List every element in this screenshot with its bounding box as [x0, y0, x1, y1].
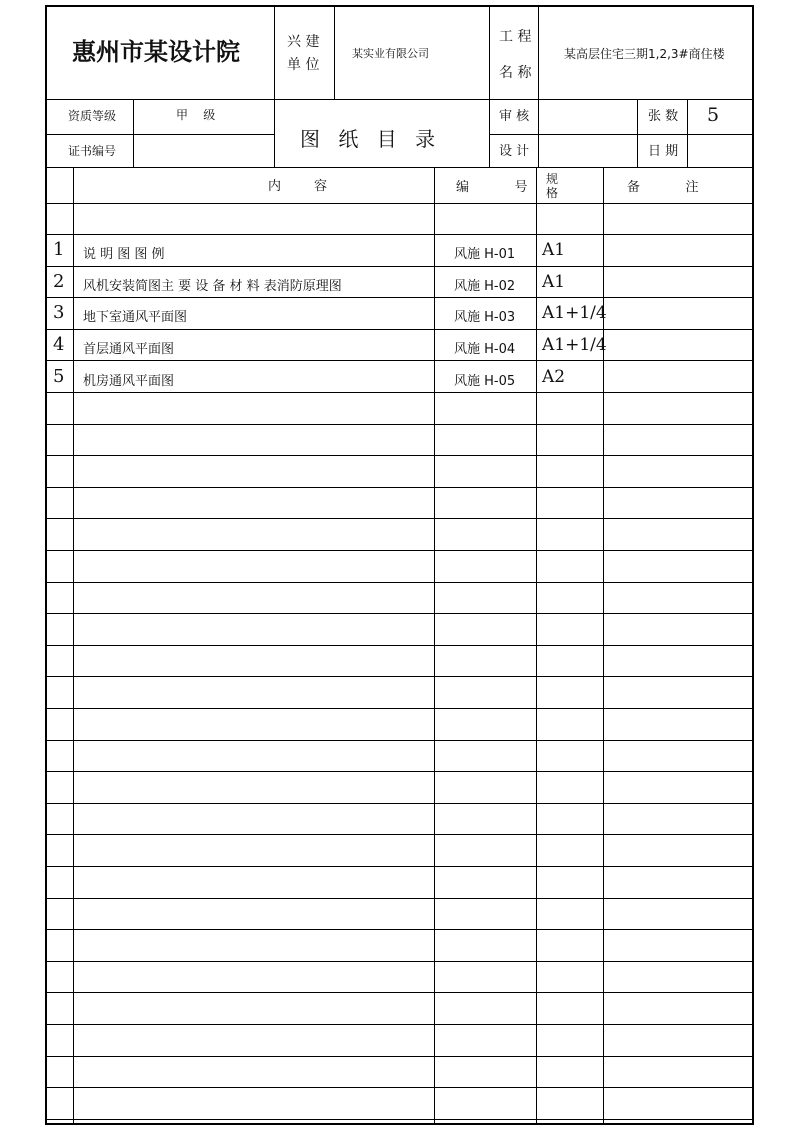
design-label: 设 计: [499, 144, 530, 159]
row-content: 风机安装简图主 要 设 备 材 料 表消防原理图: [83, 279, 342, 294]
row-number: 3: [53, 302, 65, 323]
table-row: [45, 361, 754, 393]
project-label-line2: 名 称: [499, 65, 532, 81]
column-header-code: 编 号: [456, 180, 528, 195]
row-paper-size: A1: [542, 272, 566, 292]
table-row-line: [45, 1087, 754, 1088]
row-number: 5: [53, 366, 65, 387]
table-row-line: [45, 929, 754, 930]
sheets-label: 张 数: [648, 109, 679, 124]
row-paper-size: A1+1/4: [542, 335, 607, 355]
certificate-label: 证书编号: [68, 144, 117, 158]
table-row-line: [45, 961, 754, 962]
row-drawing-code: 风施 H-05: [454, 374, 516, 389]
row-content: 地下室通风平面图: [83, 310, 188, 325]
table-row-line: [45, 424, 754, 425]
table-row-line: [45, 518, 754, 519]
table-row-line: [45, 898, 754, 899]
project-value: 某高层住宅三期1,2,3#商住楼: [564, 47, 725, 61]
date-label: 日 期: [648, 144, 679, 159]
table-row-line: [45, 550, 754, 551]
table-row-line: [45, 645, 754, 646]
institute-name: 惠州市某设计院: [72, 38, 240, 66]
table-row-line: [45, 771, 754, 772]
table-row-line: [45, 203, 754, 204]
column-header-note: 备 注: [627, 180, 699, 195]
qualification-value: 甲 级: [176, 108, 216, 122]
sheets-value: 5: [707, 104, 720, 126]
row-content: 机房通风平面图: [83, 374, 175, 389]
row-drawing-code: 风施 H-03: [454, 310, 516, 325]
table-row-line: [45, 1056, 754, 1057]
builder-label-line2: 单 位: [287, 57, 320, 73]
drawing-title: 图 纸 目 录: [300, 127, 442, 151]
row-paper-size: A1: [542, 240, 566, 260]
row-number: 4: [53, 334, 65, 355]
column-header-spec: 规 格: [546, 172, 559, 200]
table-row-line: [45, 582, 754, 583]
table-row-line: [45, 866, 754, 867]
row-drawing-code: 风施 H-04: [454, 342, 516, 357]
table-row-line: [45, 676, 754, 677]
project-label-line1: 工 程: [499, 29, 532, 45]
table-row-line: [45, 992, 754, 993]
row-number: 1: [53, 239, 65, 260]
table-row: [45, 266, 754, 298]
qualification-label: 资质等级: [68, 109, 117, 123]
row-content: 首层通风平面图: [83, 342, 175, 357]
table-row: [45, 234, 754, 266]
table-row-line: [45, 613, 754, 614]
table-row-line: [45, 1119, 754, 1120]
table-row-line: [45, 487, 754, 488]
builder-label-line1: 兴 建: [287, 34, 320, 50]
table-row-line: [45, 803, 754, 804]
review-label: 审 核: [499, 109, 530, 124]
row-paper-size: A1+1/4: [542, 303, 607, 323]
builder-value: 某实业有限公司: [352, 47, 429, 60]
table-row-line: [45, 834, 754, 835]
column-header-content: 内 容: [268, 179, 328, 194]
table-row: [45, 297, 754, 329]
row-number: 2: [53, 271, 65, 292]
table-row: [45, 329, 754, 361]
row-paper-size: A2: [542, 367, 566, 387]
row-drawing-code: 风施 H-01: [454, 247, 516, 262]
row-content: 说 明 图 图 例: [83, 247, 165, 262]
table-row-line: [45, 1024, 754, 1025]
table-row-line: [45, 708, 754, 709]
row-drawing-code: 风施 H-02: [454, 279, 516, 294]
table-row-line: [45, 740, 754, 741]
table-row-line: [45, 455, 754, 456]
